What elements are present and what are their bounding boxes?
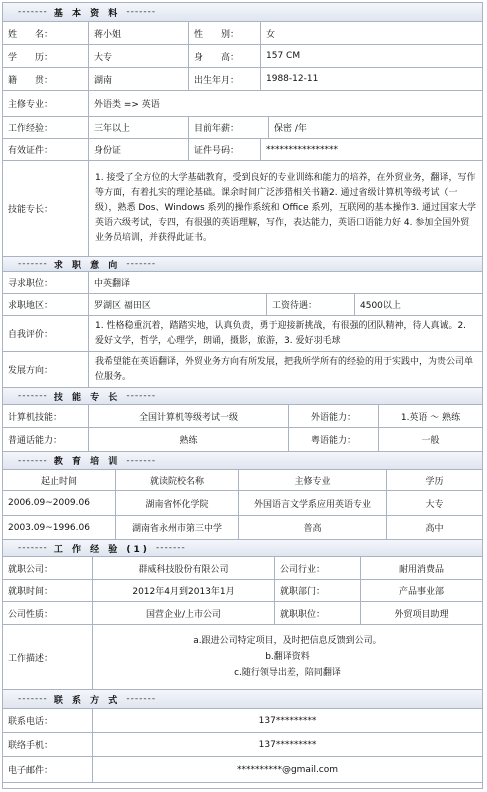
value-work-time: 2012年4月到2013年1月 [93,580,275,601]
label-foreign: 外语能力： [289,405,379,427]
table-row [3,491,482,516]
edu-header-period: 起止时间 [3,470,116,490]
edu-school: 湖南省怀化学院 [116,491,239,515]
label-industry: 公司行业： [275,557,361,579]
label-mobile: 联络手机： [3,733,93,756]
label-education: 学 历： [3,45,89,67]
value-mandarin: 熟练 [89,428,289,451]
label-id-no: 证件号码： [189,139,261,160]
label-birth: 出生年月： [189,68,261,90]
row-phone [3,709,482,733]
section-header-education [3,452,482,470]
value-goal: 我希望能在英语翻译，外贸业务方向有所发展，把我所学所有的经验的用于实践中，为贵公司单位服务。 [95,356,474,382]
row-education-height [3,45,482,68]
section-dash-right: ------- [126,259,157,269]
table-row [3,516,482,540]
section-dash-right: ------- [126,694,157,704]
edu-major: 普高 [239,516,387,539]
edu-period: 2006.09~2009.06 [3,491,116,515]
row-computer-foreign [3,405,482,428]
label-major: 主修专业： [3,91,89,116]
row-experience-salary [3,117,482,139]
section-dash-left: ------- [18,694,48,704]
value-foreign: 1.英语 ～ 熟练 [400,412,461,423]
label-computer: 计算机技能： [3,405,89,427]
row-nature-title [3,602,482,625]
edu-period: 2003.09~1996.06 [3,516,116,539]
value-major: 外语类 => 英语 [94,100,160,110]
label-company: 就职公司： [3,557,93,579]
label-hometown: 籍 贯： [3,68,89,90]
row-self-eval [3,316,482,352]
edu-header-school: 就读院校名称 [116,470,239,490]
value-computer: 全国计算机等级考试一级 [89,405,289,427]
value-position: 中英翻译 [94,279,131,289]
section-dash-left: ------- [18,391,48,401]
row-goal [3,352,482,388]
section-title-contact: 联 系 方 式 [53,695,121,706]
section-dash-left: ------- [18,455,48,466]
value-experience: 三年以上 [89,117,189,138]
section-dash-right: ------- [126,455,157,466]
value-id-no: **************** [266,144,338,155]
label-email: 电子邮件： [3,757,93,782]
value-mobile: 137********* [258,739,317,750]
section-title-basic: 基 本 资 料 [53,8,121,19]
value-work-title: 外贸项目助理 [394,609,449,620]
work-desc-line: a.跟进公司特定项目，及时把信息反馈到公司。 [193,636,382,646]
label-goal: 发展方向： [3,352,89,387]
row-time-dept [3,580,482,602]
value-name: 蒋小姐 [89,22,189,44]
row-name-gender [3,22,482,45]
value-industry: 耐用消费品 [398,564,444,575]
label-skills: 技能专长： [3,161,89,256]
value-education: 大专 [89,45,189,67]
label-experience: 工作经验： [3,117,89,138]
section-dash-left: ------- [18,7,48,17]
value-area: 罗湖区 福田区 [89,294,267,315]
value-dept: 产品事业部 [398,587,444,597]
label-self-eval: 自我评价： [3,316,89,351]
edu-degree: 大专 [425,499,444,510]
value-birth: 1988-12-11 [266,74,319,84]
value-skills-text: 1. 接受了全方位的大学基础教育，受到良好的专业训练和能力的培养，在外贸业务，翻译，写作等方面，有着扎实的理论基础。课余时间广泛涉猎相关书籍2. 通过省级计算机等级考试（一级），熟悉 Dos、Windows 系列的操作系统和 Office 系列，互联网的基本操作3. 通过国家大学英语六级考试，专四，有很强的英语理解，写作，表达能力，英语口语能力好 4. 参加全国外贸业务员培训，并获得此证书。 [95,173,476,243]
section-title-education: 教 育 培 训 [53,457,121,467]
value-pay: 4500以上 [360,301,401,311]
label-work-time: 就职时间： [3,580,93,601]
label-id: 有效证件： [3,139,89,160]
value-cantonese: 一般 [421,436,440,446]
row-hometown-birth [3,68,482,91]
edu-major: 外国语言文学系应用英语专业 [239,491,387,515]
row-skills-text [3,161,482,257]
edu-header-major: 主修专业 [239,470,387,490]
edu-degree: 高中 [425,524,444,534]
row-mobile [3,733,482,757]
section-header-work [3,540,482,557]
section-dash-left: ------- [18,543,48,553]
value-work-desc [93,625,482,689]
edu-school: 湖南省永州市第三中学 [116,516,239,539]
row-area-pay [3,294,482,316]
value-salary: 保密 /年 [274,124,307,134]
label-nature: 公司性质： [3,602,93,624]
row-id [3,139,482,161]
label-dept: 就职部门： [275,580,361,601]
value-id-type: 身份证 [89,139,189,160]
label-cantonese: 粤语能力： [289,428,379,451]
section-title-skills: 技 能 专 长 [53,392,121,403]
section-header-contact [3,690,482,709]
section-header-skills [3,388,482,405]
row-major [3,91,482,117]
value-company: 群威科技股份有限公司 [93,557,275,579]
label-work-desc: 工作描述： [3,625,93,689]
value-phone: 137********* [258,715,317,726]
label-gender: 性 别： [189,22,261,44]
label-name: 姓 名： [3,22,89,44]
section-dash-left: ------- [18,259,48,269]
section-header-job [3,257,482,272]
label-pay: 工资待遇： [267,294,355,315]
value-hometown: 湖南 [89,68,189,90]
section-dash-right: ------- [126,391,157,401]
work-desc-line: b.翻译资料 [265,652,310,662]
label-position: 寻求职位： [3,272,89,293]
label-area: 求职地区： [3,294,89,315]
value-nature: 国营企业/上市公司 [93,602,275,624]
row-position [3,272,482,294]
value-gender: 女 [266,29,276,40]
section-header-basic [3,3,482,22]
label-mandarin: 普通话能力： [3,428,89,451]
row-mandarin-cantonese [3,428,482,452]
label-phone: 联系电话： [3,709,93,732]
section-title-job: 求 职 意 向 [53,260,121,271]
row-work-desc [3,625,482,690]
resume-sheet [2,2,483,789]
row-email [3,757,482,783]
row-company-industry [3,557,482,580]
value-height: 157 CM [266,51,301,61]
value-self-eval: 1. 性格稳重沉着，踏踏实地，认真负责，勇于迎接新挑战，有很强的团队精神，待人真诚。2. 爱好文学，哲学，心理学，朗诵，摄影，旅游，3. 爱好羽毛球 [95,320,467,346]
section-dash-right: ------- [156,543,186,553]
education-header-row [3,470,482,491]
section-dash-right: ------- [126,7,157,17]
label-salary: 目前年薪： [189,117,269,138]
label-work-title: 就职职位： [275,602,361,624]
value-email[interactable]: **********@gmail.com [236,764,339,775]
work-desc-line: c.随行领导出差，陪同翻译 [234,668,341,678]
section-title-work: 工 作 经 验 (1) [53,544,150,555]
label-height: 身 高： [189,45,261,67]
edu-header-degree: 学历 [425,476,444,487]
